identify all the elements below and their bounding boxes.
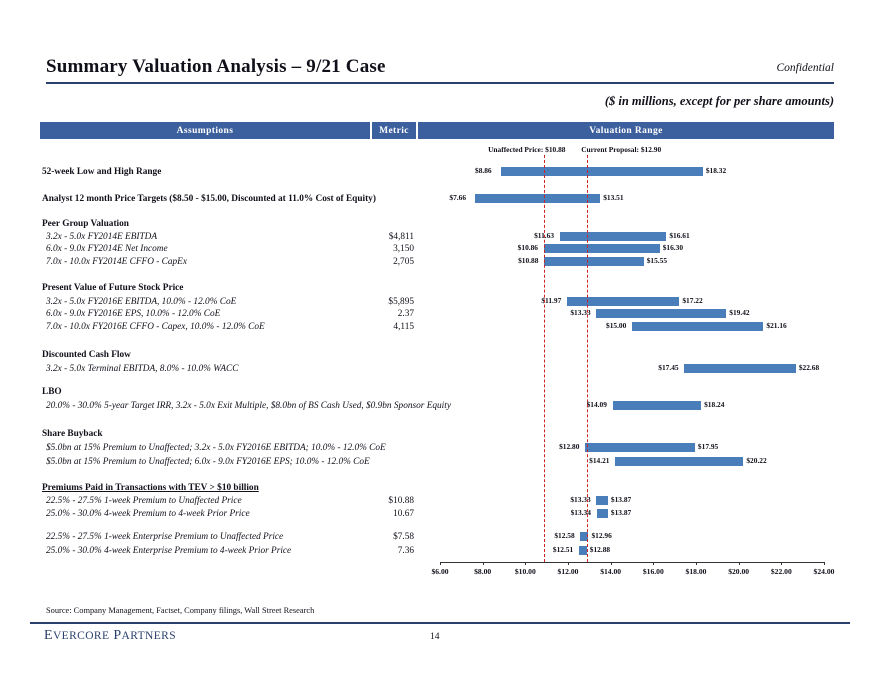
reference-line-label-unaffected-price: Unaffected Price: $10.88	[488, 145, 566, 154]
range-high-label: $16.61	[669, 231, 690, 240]
range-low-label: $13.33	[570, 495, 591, 504]
assumption-label: 3.2x - 5.0x FY2016E EBITDA, 10.0% - 12.0% CoE	[46, 297, 237, 307]
assumption-label: Present Value of Future Stock Price	[42, 283, 184, 293]
range-high-label: $13.87	[610, 508, 632, 517]
x-axis-tick	[824, 562, 825, 565]
x-axis-tick-label: $18.00	[685, 567, 707, 576]
range-high-label: $16.30	[662, 243, 684, 252]
range-high-label: $13.51	[603, 193, 624, 202]
range-low-label: $13.33	[570, 308, 591, 317]
range-bar	[597, 509, 608, 518]
assumption-label: 22.5% - 27.5% 1-week Premium to Unaffected Price	[46, 496, 242, 506]
x-axis-tick-label: $16.00	[642, 567, 664, 576]
x-axis-tick-label: $12.00	[557, 567, 579, 576]
range-bar	[632, 322, 763, 331]
confidential-label: Confidential	[776, 62, 834, 74]
range-high-label: $21.16	[766, 321, 787, 330]
logo-text-artners: ARTNERS	[121, 630, 177, 642]
range-low-label: $7.66	[449, 193, 467, 202]
assumption-label: $5.0bn at 15% Premium to Unaffected; 6.0x - 9.0x FY2016E EPS; 10.0% - 12.0% CoE	[46, 457, 370, 467]
metric-value: 2.37	[397, 309, 414, 319]
range-low-label: $12.51	[552, 545, 574, 554]
x-axis-tick	[525, 562, 526, 565]
range-low-label: $11.63	[534, 231, 555, 240]
assumption-label: 20.0% - 30.0% 5-year Target IRR, 3.2x - 5.0x Exit Multiple, $8.0bn of BS Cash Used, $0.9bn Sponsor Equity	[46, 401, 451, 411]
range-bar	[544, 257, 644, 266]
x-axis-tick	[440, 562, 441, 565]
page-title: Summary Valuation Analysis – 9/21 Case	[46, 56, 386, 77]
assumption-label: Analyst 12 month Price Targets ($8.50 - $15.00, Discounted at 11.0% Cost of Equity)	[42, 194, 376, 204]
range-bar	[684, 364, 796, 373]
assumption-label: $5.0bn at 15% Premium to Unaffected; 3.2x - 5.0x FY2016E EBITDA; 10.0% - 12.0% CoE	[46, 443, 386, 453]
metric-value: $5,895	[388, 297, 414, 307]
x-axis-tick-label: $20.00	[728, 567, 750, 576]
range-bar	[596, 309, 726, 318]
metric-value: 7.36	[397, 546, 414, 556]
page-number: 14	[430, 632, 440, 642]
metric-value: 10.67	[393, 509, 414, 519]
range-bar	[579, 546, 587, 555]
assumption-label: 3.2x - 5.0x FY2014E EBITDA	[46, 232, 158, 242]
assumption-label: 25.0% - 30.0% 4-week Enterprise Premium to 4-week Prior Price	[46, 546, 292, 556]
range-low-label: $15.00	[606, 321, 627, 330]
metric-value: 2,705	[393, 257, 414, 267]
range-bar	[596, 496, 608, 505]
units-note: ($ in millions, except for per share amounts)	[604, 94, 834, 108]
range-bar	[501, 167, 703, 176]
range-low-label: $12.80	[559, 442, 580, 451]
assumption-label: Share Buyback	[42, 429, 103, 439]
x-axis-tick-label: $24.00	[813, 567, 835, 576]
logo-text-e: E	[44, 628, 53, 643]
range-low-label: $14.21	[589, 456, 610, 465]
range-high-label: $12.88	[589, 545, 611, 554]
range-low-label: $14.09	[586, 400, 607, 409]
reference-line-current-proposal	[587, 155, 588, 562]
range-low-label: $10.88	[518, 256, 539, 265]
assumption-label: Premiums Paid in Transactions with TEV > $10 billion	[42, 483, 259, 493]
range-high-label: $20.22	[746, 456, 767, 465]
x-axis-tick	[781, 562, 782, 565]
range-low-label: $8.86	[475, 166, 492, 175]
range-high-label: $17.95	[697, 442, 719, 451]
assumption-label: 52-week Low and High Range	[42, 167, 162, 177]
assumption-label: 25.0% - 30.0% 4-week Premium to 4-week Prior Price	[46, 509, 250, 519]
header-rule	[46, 82, 834, 84]
x-axis-tick-label: $14.00	[600, 567, 622, 576]
range-high-label: $19.42	[729, 308, 750, 317]
range-low-label: $17.45	[658, 363, 679, 372]
range-bar	[615, 457, 743, 466]
source-note: Source: Company Management, Factset, Company filings, Wall Street Research	[46, 606, 315, 615]
x-axis-tick	[696, 562, 697, 565]
x-axis-tick-label: $22.00	[770, 567, 792, 576]
column-header-assumptions: Assumptions	[40, 122, 370, 139]
range-high-label: $22.68	[798, 363, 820, 372]
x-axis-tick	[483, 562, 484, 565]
assumption-label: 6.0x - 9.0x FY2014E Net Income	[46, 244, 168, 254]
range-low-label: $13.34	[570, 508, 591, 517]
x-axis-tick-label: $8.00	[474, 567, 492, 576]
range-bar	[567, 297, 679, 306]
range-high-label: $13.87	[610, 495, 632, 504]
range-high-label: $15.55	[646, 256, 668, 265]
metric-value: $4,811	[388, 232, 414, 242]
range-low-label: $10.86	[517, 243, 538, 252]
assumption-label: 22.5% - 27.5% 1-week Enterprise Premium to Unaffected Price	[46, 532, 284, 542]
column-header-valuation-range: Valuation Range	[418, 122, 834, 139]
x-axis-tick	[568, 562, 569, 565]
range-low-label: $11.97	[541, 296, 562, 305]
range-high-label: $18.24	[704, 400, 725, 409]
assumption-label: Peer Group Valuation	[42, 219, 129, 229]
assumption-label: Discounted Cash Flow	[42, 350, 131, 360]
reference-line-unaffected-price	[544, 155, 545, 562]
metric-value: $10.88	[388, 496, 414, 506]
column-header-metric: Metric	[372, 122, 416, 139]
range-bar	[560, 232, 666, 241]
logo-text-p: P	[113, 628, 122, 643]
metric-value: $7.58	[393, 532, 414, 542]
x-axis-tick	[739, 562, 740, 565]
range-bar	[544, 244, 660, 253]
range-bar	[585, 443, 695, 452]
x-axis-tick-label: $10.00	[514, 567, 536, 576]
assumption-label: LBO	[42, 387, 62, 397]
assumption-label: 7.0x - 10.0x FY2016E CFFO - Capex, 10.0% - 12.0% CoE	[46, 322, 265, 332]
range-bar	[475, 194, 600, 203]
range-high-label: $18.32	[705, 166, 727, 175]
x-axis-tick	[611, 562, 612, 565]
evercore-partners-logo	[44, 628, 176, 644]
footer-rule	[30, 622, 850, 624]
metric-value: 4,115	[393, 322, 414, 332]
x-axis-tick	[653, 562, 654, 565]
range-high-label: $17.22	[682, 296, 703, 305]
x-axis-line	[440, 562, 824, 563]
range-low-label: $12.58	[554, 531, 575, 540]
assumption-label: 7.0x - 10.0x FY2014E CFFO - CapEx	[46, 257, 187, 267]
assumption-label: 3.2x - 5.0x Terminal EBITDA, 8.0% - 10.0% WACC	[46, 364, 239, 374]
range-bar	[613, 401, 702, 410]
reference-line-label-current-proposal: Current Proposal: $12.90	[581, 145, 662, 154]
valuation-range-chart	[418, 145, 834, 575]
metric-value: 3,150	[393, 244, 414, 254]
assumption-label: 6.0x - 9.0x FY2016E EPS, 10.0% - 12.0% CoE	[46, 309, 221, 319]
x-axis-tick-label: $6.00	[431, 567, 449, 576]
range-high-label: $12.96	[591, 531, 612, 540]
logo-text-vercore: VERCORE	[52, 630, 110, 642]
